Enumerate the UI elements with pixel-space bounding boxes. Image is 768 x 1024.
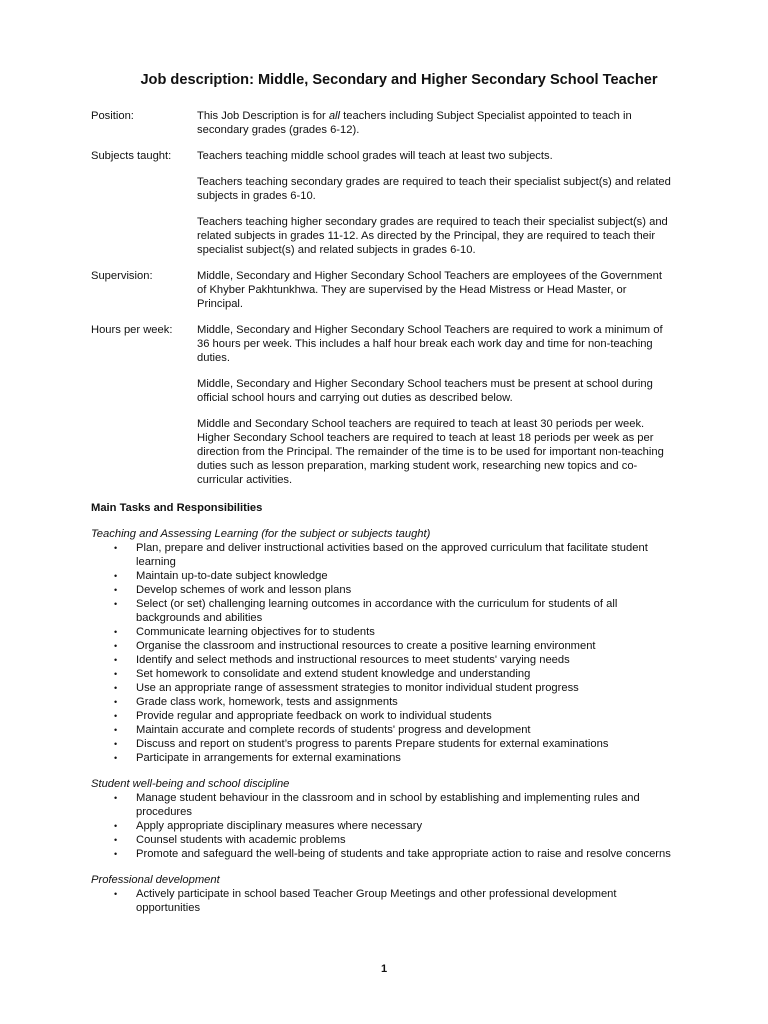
bullet-icon: • xyxy=(114,669,118,679)
field-body xyxy=(197,269,673,311)
field-label: Position: xyxy=(91,110,134,122)
section-heading: Teaching and Assessing Learning (for the subject or subjects taught) xyxy=(91,528,431,540)
bullet-list xyxy=(91,791,691,861)
page-number: 1 xyxy=(380,963,388,975)
list-item xyxy=(91,625,691,639)
list-item-text: Apply appropriate disciplinary measures where necessary xyxy=(136,820,423,832)
list-item-text: Counsel students with academic problems xyxy=(136,834,346,846)
list-item-text: Discuss and report on student’s progress to parents Prepare students for external examinations xyxy=(136,738,609,750)
list-item-text: Select (or set) challenging learning outcomes in accordance with the curriculum for students of all backgrounds and abilities xyxy=(136,598,618,624)
list-item-text: Plan, prepare and deliver instructional activities based on the approved curriculum that facilitate student learning xyxy=(136,542,648,568)
section-heading: Student well-being and school discipline xyxy=(91,778,290,790)
list-item xyxy=(91,681,691,695)
field-paragraph xyxy=(197,109,673,137)
bullet-icon: • xyxy=(114,627,118,637)
document-title: Job description: Middle, Secondary and Higher Secondary School Teacher xyxy=(140,72,658,88)
list-item-text: Develop schemes of work and lesson plans xyxy=(136,584,352,596)
document-body xyxy=(91,70,691,927)
bullet-icon: • xyxy=(114,683,118,693)
list-item-text: Maintain up-to-date subject knowledge xyxy=(136,570,328,582)
bullet-icon: • xyxy=(114,739,118,749)
field-paragraph: Teachers teaching higher secondary grades are required to teach their specialist subject(s) and related subjects in grades 11-12. As directed by the Principal, they are required to teach their specialist subject(s) and related subjects in grades 6-10. xyxy=(197,216,668,256)
bullet-icon: • xyxy=(114,793,118,803)
list-item xyxy=(91,569,691,583)
field-label: Supervision: xyxy=(91,270,153,282)
list-item xyxy=(91,819,691,833)
list-item xyxy=(91,833,691,847)
bullet-icon: • xyxy=(114,599,118,609)
main-tasks-heading: Main Tasks and Responsibilities xyxy=(91,502,263,514)
list-item xyxy=(91,791,691,819)
bullet-icon: • xyxy=(114,835,118,845)
list-item-text: Identify and select methods and instructional resources to meet students' varying needs xyxy=(136,654,570,666)
list-item-text: Actively participate in school based Teacher Group Meetings and other professional development opportunities xyxy=(136,888,617,914)
field-text: This Job Description is for xyxy=(197,110,329,122)
list-item xyxy=(91,541,691,569)
field-supervision xyxy=(91,269,691,311)
list-item-text: Provide regular and appropriate feedback on work to individual students xyxy=(136,710,492,722)
field-paragraph: Teachers teaching middle school grades will teach at least two subjects. xyxy=(197,150,553,162)
field-paragraph: Middle and Secondary School teachers are required to teach at least 30 periods per week. Higher Secondary School teachers are required to teach at least 18 periods per week as per direction from the Principal. The remainder of the time is to be used for important non-teaching duties such as lesson preparation, marking student work, researching new topics and co-curricular activities. xyxy=(197,418,664,486)
bullet-icon: • xyxy=(114,585,118,595)
bullet-icon: • xyxy=(114,641,118,651)
list-item-text: Promote and safeguard the well-being of students and take appropriate action to raise and resolve concerns xyxy=(136,848,671,860)
list-item xyxy=(91,653,691,667)
bullet-icon: • xyxy=(114,821,118,831)
list-item xyxy=(91,667,691,681)
bullet-icon: • xyxy=(114,697,118,707)
bullet-icon: • xyxy=(114,753,118,763)
list-item xyxy=(91,751,691,765)
field-paragraph: Middle, Secondary and Higher Secondary School Teachers are employees of the Government of Khyber Pakhtunkhwa. They are supervised by the Head Mistress or Head Master, or Principal. xyxy=(197,270,662,310)
list-item-text: Organise the classroom and instructional resources to create a positive learning environment xyxy=(136,640,596,652)
bullet-icon: • xyxy=(114,725,118,735)
section-heading: Professional development xyxy=(91,874,220,886)
field-label: Subjects taught: xyxy=(91,150,172,162)
list-item-text: Grade class work, homework, tests and assignments xyxy=(136,696,398,708)
bullet-icon: • xyxy=(114,889,118,899)
list-item-text: Participate in arrangements for external examinations xyxy=(136,752,401,764)
field-emphasis: all xyxy=(328,110,341,122)
bullet-icon: • xyxy=(114,543,118,553)
task-sections xyxy=(91,527,691,915)
field-subjects xyxy=(91,149,691,257)
list-item-text: Maintain accurate and complete records of students' progress and development xyxy=(136,724,531,736)
list-item xyxy=(91,737,691,751)
field-paragraph: Middle, Secondary and Higher Secondary School teachers must be present at school during official school hours and carrying out duties as described below. xyxy=(197,378,653,404)
bullet-icon: • xyxy=(114,711,118,721)
bullet-list xyxy=(91,541,691,765)
bullet-list xyxy=(91,887,691,915)
list-item xyxy=(91,695,691,709)
list-item xyxy=(91,709,691,723)
field-body xyxy=(197,323,673,487)
field-body xyxy=(197,109,673,137)
list-item xyxy=(91,639,691,653)
bullet-icon: • xyxy=(114,655,118,665)
field-hours xyxy=(91,323,691,487)
bullet-icon: • xyxy=(114,849,118,859)
list-item xyxy=(91,597,691,625)
list-item-text: Manage student behaviour in the classroom and in school by establishing and implementing rules and procedures xyxy=(136,792,640,818)
bullet-icon: • xyxy=(114,571,118,581)
field-paragraph: Teachers teaching secondary grades are required to teach their specialist subject(s) and related subjects in grades 6-10. xyxy=(197,176,671,202)
list-item xyxy=(91,887,691,915)
field-body xyxy=(197,149,673,257)
list-item-text: Communicate learning objectives for to students xyxy=(136,626,375,638)
field-position xyxy=(91,109,691,137)
field-paragraph: Middle, Secondary and Higher Secondary School Teachers are required to work a minimum of 36 hours per week. This includes a half hour break each work day and time for non-teaching duties. xyxy=(197,324,663,364)
list-item xyxy=(91,583,691,597)
field-label: Hours per week: xyxy=(91,324,173,336)
field-text: teachers including Subject Specialist appointed to teach in secondary grades (grades 6-12). xyxy=(197,110,632,136)
list-item-text: Use an appropriate range of assessment strategies to monitor individual student progress xyxy=(136,682,579,694)
list-item xyxy=(91,723,691,737)
list-item-text: Set homework to consolidate and extend student knowledge and understanding xyxy=(136,668,531,680)
list-item xyxy=(91,847,691,861)
